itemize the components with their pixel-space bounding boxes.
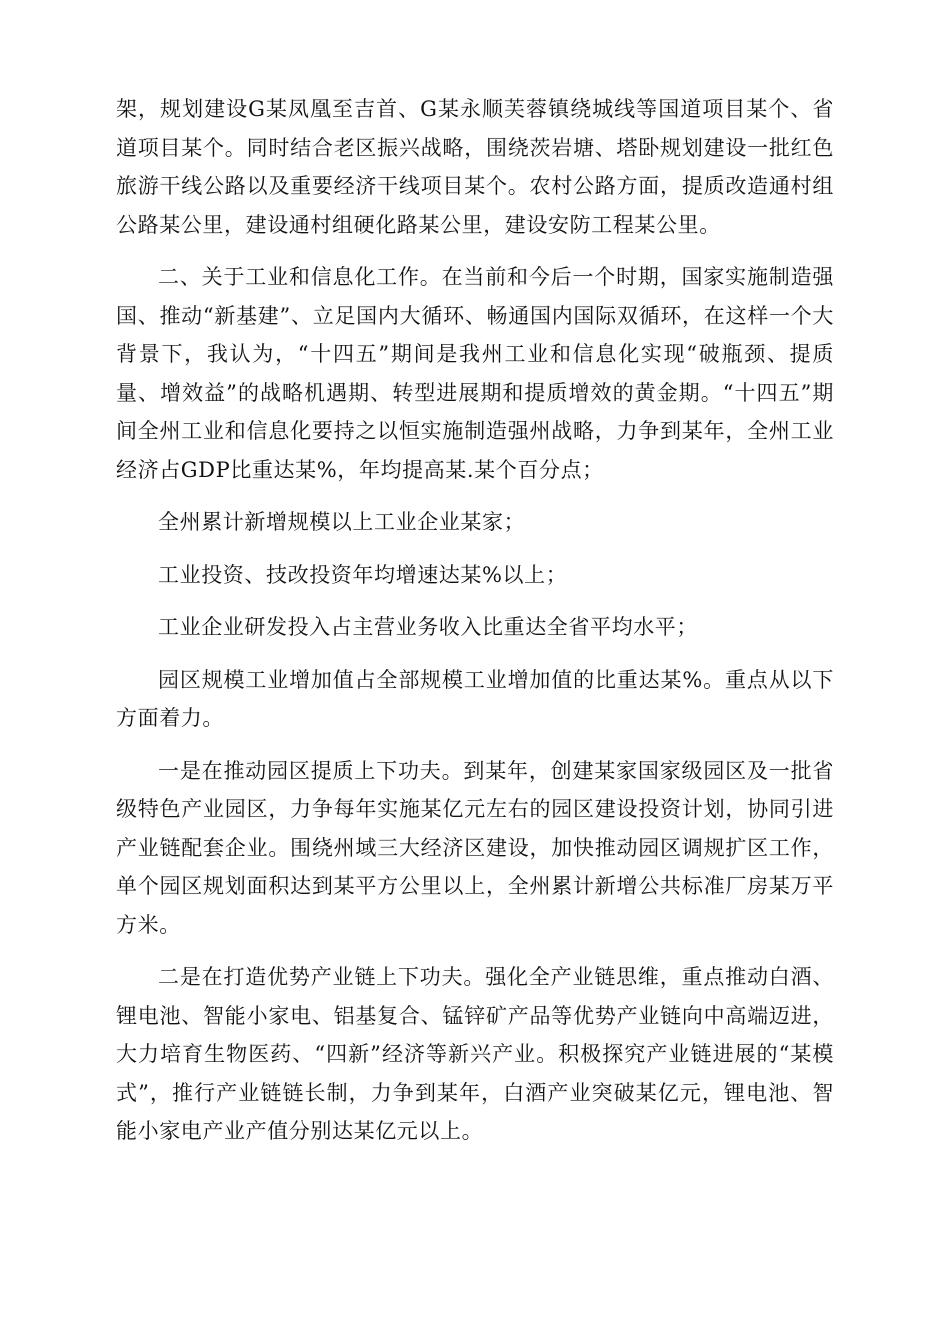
paragraph-industry-chain: 二是在打造优势产业链上下功夫。强化全产业链思维，重点推动白酒、锂电池、智能小家电、铝基复合、锰锌矿产品等优势产业链向中高端迈进，大力培育生物医药、“四新”经济等新兴产业。积极探究产业链进展的“某模式”，推行产业链链长制，力争到某年，白酒产业突破某亿元，锂电池、智能小家电产业产值分别达某亿元以上。 — [116, 965, 834, 1143]
paragraph-investment-growth: 工业投资、技改投资年均增速达某%以上； — [158, 562, 568, 587]
paragraph-industry-informatization: 二、关于工业和信息化工作。在当前和今后一个时期，国家实施制造强国、推动“新基建”、立足国内大循环、畅通国内国际双循环，在这样一个大背景下，我认为，“十四五”期间是我州工业和信息化实现“破瓶颈、提质量、增效益”的战略机遇期、转型进展期和提质增效的黄金期。“十四五”期间全州工业和信息化要持之以恒实施制造强州战略，力争到某年，全州工业经济占GDP比重达某%，年均提高某.某个百分点； — [116, 265, 834, 482]
paragraph-highway-projects: 架，规划建设G某凤凰至吉首、G某永顺芙蓉镇绕城线等国道项目某个、省道项目某个。同时结合老区振兴战略，围绕茨岩塘、塔卧规划建设一批红色旅游干线公路以及重要经济干线项目某个。农村公路方面，提质改造通村组公路某公里，建设通村组硬化路某公里，建设安防工程某公里。 — [116, 97, 834, 237]
paragraph-park-upgrade: 一是在推动园区提质上下功夫。到某年，创建某家国家级园区及一批省级特色产业园区，力争每年实施某亿元左右的园区建设投资计划，协同引进产业链配套企业。围绕州域三大经济区建设，加快推动园区调规扩区工作，单个园区规划面积达到某平方公里以上，全州累计新增公共标准厂房某万平方米。 — [116, 758, 834, 937]
paragraph-new-enterprises: 全州累计新增规模以上工业企业某家； — [158, 510, 526, 534]
document-body — [116, 90, 834, 1151]
paragraph-rd-investment: 工业企业研发投入占主营业务收入比重达全省平均水平； — [158, 615, 698, 639]
paragraph-park-value-added: 园区规模工业增加值占全部规模工业增加值的比重达某%。重点从以下方面着力。 — [116, 667, 834, 730]
